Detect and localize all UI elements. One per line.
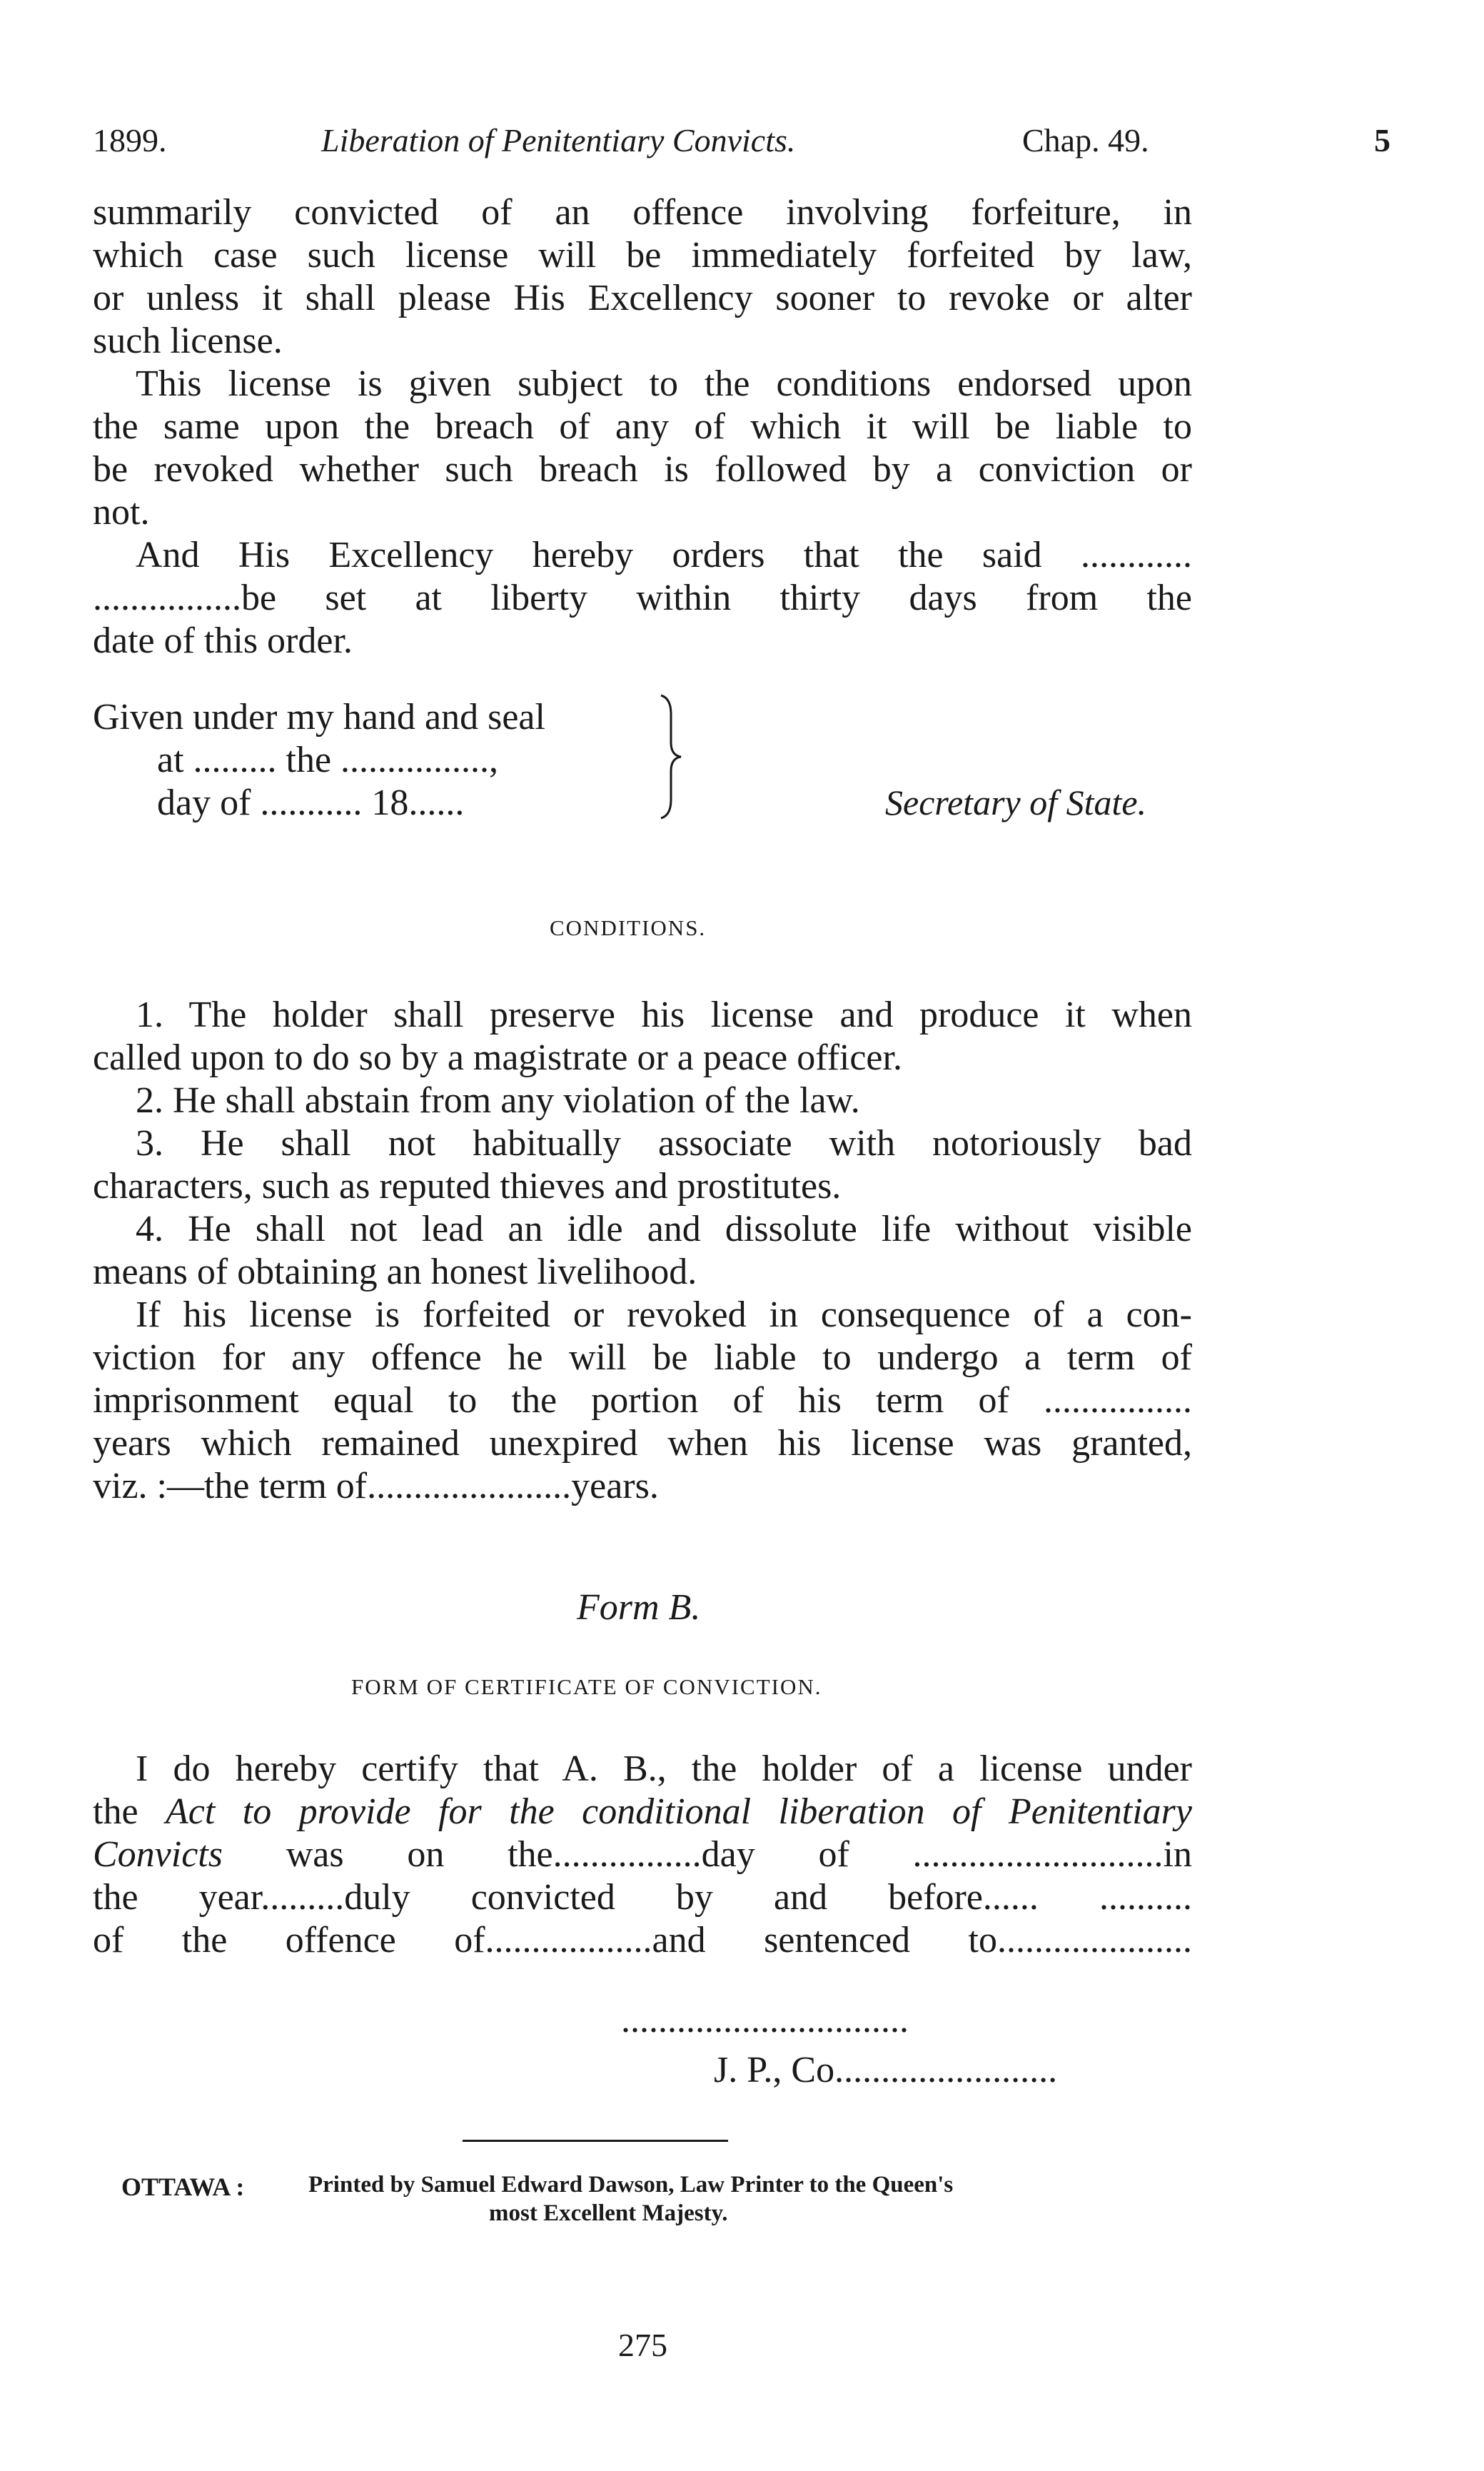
text-line: imprisonment equal to the portion of his term of ................: [93, 1380, 1192, 1421]
right-brace: [657, 693, 685, 821]
text-line: not.: [93, 492, 150, 533]
conditions-heading: CONDITIONS.: [550, 915, 707, 940]
text-fragment: the: [93, 1791, 166, 1832]
text-line: of the offence of..................and sentenced to.....................: [93, 1920, 1192, 1961]
given-line-3: day of ........... 18......: [157, 782, 465, 823]
license-conditions-paragraph: [93, 363, 1192, 534]
condition-item-cont: called upon to do so by a magistrate or a peace officer.: [93, 1037, 902, 1078]
text-line: This license is given subject to the conditions endorsed upon: [136, 363, 1192, 404]
form-b-title: Form B.: [577, 1587, 701, 1628]
text-line: which case such license will be immediately forfeited by law,: [93, 235, 1192, 276]
header-chapter: Chap. 49.: [1022, 122, 1149, 158]
text-line: viction for any offence he will be liable to undergo a term of: [93, 1337, 1192, 1378]
condition-item-cont: means of obtaining an honest livelihood.: [93, 1252, 697, 1292]
imprint-line-1: Printed by Samuel Edward Dawson, Law Printer to the Queen's: [308, 2172, 954, 2198]
text-line: the same upon the breach of any of which it will be liable to: [93, 406, 1192, 447]
text-line: summarily convicted of an offence involving forfeiture, in: [93, 192, 1192, 233]
text-line: viz. :—the term of......................years.: [93, 1466, 659, 1506]
text-line: date of this order.: [93, 620, 353, 661]
imprint-line-2: most Excellent Majesty.: [489, 2200, 728, 2226]
given-line-1: Given under my hand and seal: [93, 697, 545, 738]
text-line: ................be set at liberty within thirty days from the: [93, 578, 1192, 618]
header-page-number: 5: [1374, 122, 1390, 158]
header-year: 1899.: [93, 122, 167, 158]
text-line: the year.........duly convicted by and before...... ..........: [93, 1877, 1192, 1918]
forfeiture-paragraph: [93, 1294, 1192, 1508]
license-continuation-paragraph: [93, 191, 1192, 363]
footer-page-number: 275: [618, 2327, 667, 2363]
text-line: be revoked whether such breach is followed by a conviction or: [93, 449, 1192, 490]
condition-item: 3. He shall not habitually associate with notoriously bad: [136, 1123, 1192, 1164]
divider-rule: [463, 2140, 728, 2142]
condition-item: 2. He shall abstain from any violation of the law.: [136, 1080, 860, 1121]
secretary-of-state-signature: Secretary of State.: [885, 782, 1147, 822]
conditions-list: [93, 994, 1192, 1294]
condition-item-cont: characters, such as reputed thieves and prostitutes.: [93, 1166, 842, 1207]
release-order-paragraph: [93, 534, 1192, 663]
text-line: or unless it shall please His Excellency sooner to revoke or alter: [93, 278, 1192, 318]
header-title: Liberation of Penitentiary Convicts.: [321, 122, 796, 158]
given-line-2: at ......... the ................,: [157, 740, 499, 780]
form-b-subtitle: FORM OF CERTIFICATE OF CONVICTION.: [351, 1674, 822, 1699]
text-line: [93, 1833, 1192, 1876]
text-line: such license.: [93, 321, 283, 361]
text-fragment: was on the................day of ...........................in: [222, 1834, 1192, 1875]
condition-item: 4. He shall not lead an idle and dissolute life without visible: [136, 1209, 1192, 1249]
text-line: If his license is forfeited or revoked in consequence of a con-: [136, 1294, 1192, 1335]
imprint-city: OTTAWA :: [121, 2173, 245, 2201]
text-line: And His Excellency hereby orders that the said ............: [136, 535, 1192, 575]
text-line: I do hereby certify that A. B., the holder of a license under: [136, 1748, 1192, 1789]
text-line: [93, 1791, 1192, 1833]
act-title-cont: Convicts: [93, 1834, 223, 1875]
certificate-text: [93, 1748, 1192, 1962]
condition-item: 1. The holder shall preserve his license and produce it when: [136, 995, 1192, 1035]
act-title: Act to provide for the conditional liberation of Penitentiary: [166, 1791, 1192, 1832]
text-line: years which remained unexpired when his license was granted,: [93, 1423, 1192, 1464]
jp-signature-line: J. P., Co........................: [714, 2050, 1058, 2090]
jp-signature-dots: ...............................: [621, 2000, 909, 2040]
